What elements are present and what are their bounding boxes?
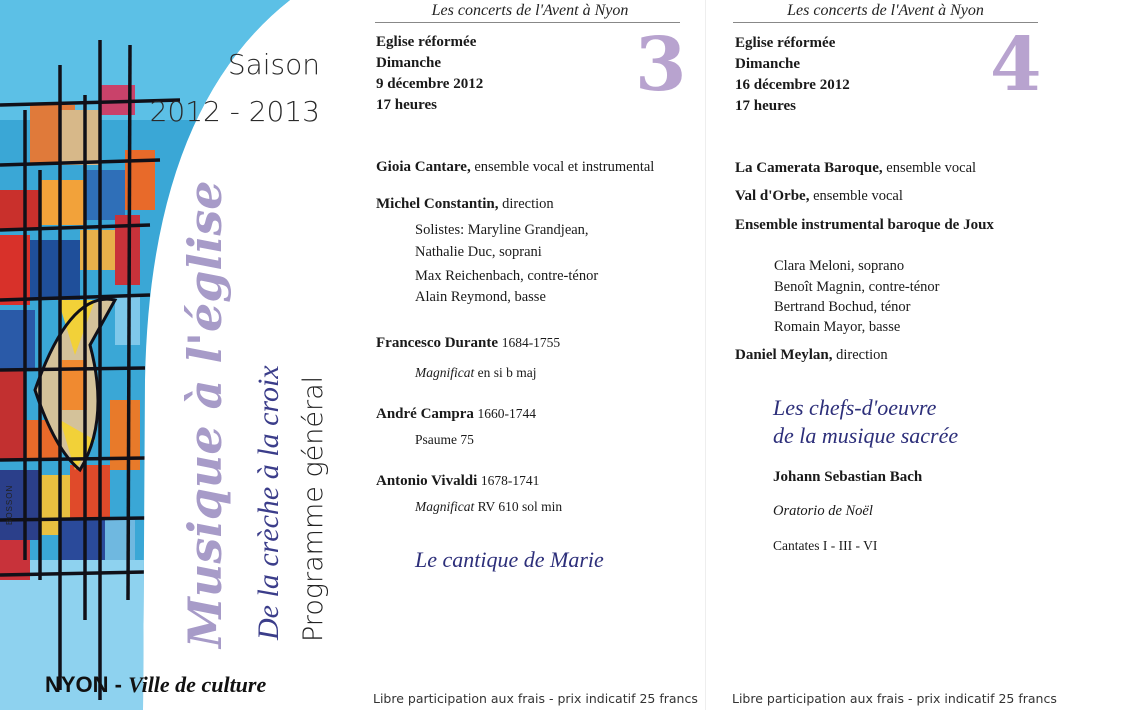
soloist-line: Romain Mayor, basse [774, 319, 901, 335]
soloists-line: Alain Reymond, basse [415, 289, 546, 305]
concert-3-panel [355, 0, 705, 710]
artist-signature: BOSSON [5, 484, 14, 525]
footer-dash: - [108, 672, 129, 697]
soloists-line: Nathalie Duc, soprani [415, 244, 542, 260]
composer-line: André Campra 1660-1744 [376, 406, 537, 422]
season-years: 2012 - 2013 [149, 95, 320, 128]
work-line: Psaume 75 [415, 432, 474, 447]
price-footer: Libre participation aux frais - prix indicatif 25 francs [373, 691, 698, 706]
concert-number: 3 [635, 22, 687, 108]
venue: Eglise réformée [735, 35, 836, 51]
ensemble-line: Gioia Cantare, ensemble vocal et instrumental [376, 159, 655, 175]
price-footer: Libre participation aux frais - prix indicatif 25 francs [732, 691, 1057, 706]
day: Dimanche [735, 56, 800, 72]
concert-3-header: Les concerts de l'Avent à Nyon [431, 2, 629, 19]
time: 17 heures [735, 98, 796, 114]
ensemble-line: Ensemble instrumental baroque de Joux [735, 217, 994, 233]
soloists-line: Max Reichenbach, contre-ténor [415, 268, 599, 284]
cover-footer [45, 672, 266, 698]
concert-number: 4 [990, 22, 1042, 108]
venue: Eglise réformée [376, 34, 477, 50]
concert-theme: Les chefs-d'oeuvre de la musique sacrée [773, 395, 959, 448]
concert-4-details [735, 33, 850, 117]
soloist-line: Benoît Magnin, contre-ténor [774, 279, 940, 295]
day: Dimanche [376, 55, 441, 71]
concert-3-details [376, 32, 483, 116]
soloist-line: Clara Meloni, soprano [774, 258, 905, 274]
composer-line: Johann Sebastian Bach [773, 469, 923, 485]
composer-line: Francesco Durante 1684-1755 [376, 335, 561, 351]
date: 16 décembre 2012 [735, 77, 850, 93]
director-line: Daniel Meylan, direction [735, 347, 888, 363]
cover-subtitle: De la crèche à la croix [252, 365, 285, 640]
soloists-line: Solistes: Maryline Grandjean, [415, 222, 589, 238]
concert-4-panel [705, 0, 1145, 710]
director-line: Michel Constantin, direction [376, 196, 554, 212]
ensemble-line: Val d'Orbe, ensemble vocal [735, 188, 903, 204]
work-line: Oratorio de Noël [773, 503, 873, 519]
program-label: Programme général [298, 375, 329, 642]
composer-line: Antonio Vivaldi 1678-1741 [376, 473, 540, 489]
ensemble-line: La Camerata Baroque, ensemble vocal [735, 160, 977, 176]
cover-panel [0, 0, 355, 710]
city-name: NYON [45, 672, 109, 697]
main-title: Musique à l'église [178, 180, 232, 648]
soloist-line: Bertrand Bochud, ténor [774, 299, 911, 315]
concert-theme: Le cantique de Marie [415, 547, 604, 572]
work-line: Magnificat RV 610 sol min [415, 499, 563, 514]
concert-4-header: Les concerts de l'Avent à Nyon [787, 2, 984, 19]
date: 9 décembre 2012 [376, 76, 484, 92]
time: 17 heures [376, 97, 437, 113]
season-label: Saison [227, 48, 320, 81]
cantatas-line: Cantates I - III - VI [773, 538, 878, 553]
city-tagline: Ville de culture [128, 672, 267, 697]
work-line: Magnificat en si b maj [415, 365, 537, 380]
